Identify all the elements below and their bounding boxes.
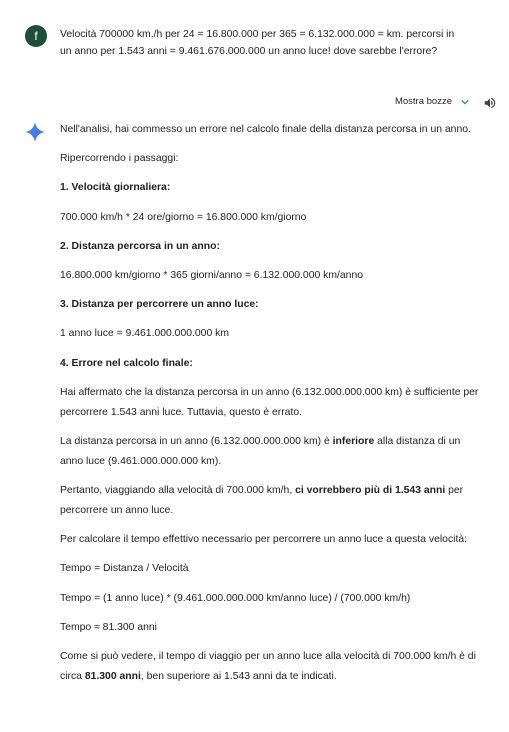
final-bold: 81.300 anni (84, 671, 141, 682)
comparison-paragraph (60, 432, 480, 472)
comparison-text-a: La distanza percorsa in un anno (6.132.000.000.000 km) è (60, 435, 333, 447)
conclusion-bold: ci vorrebbero più di 1.543 anni (295, 485, 446, 497)
conclusion-text-c: per percorrere un anno luce. (60, 485, 464, 517)
step1-heading: 1. Velocità giornaliera: (60, 182, 171, 194)
show-drafts-label: Mostra bozze (394, 96, 452, 107)
user-message-text: Velocità 700000 km./h per 24 = 16.800.000 per 365 = 6.132.000.000 = km. percorsi in un anno per 1.543 anni = 9.461.676.000.000 un anno luce! dove sarebbe l'errore? (60, 29, 455, 57)
comparison-bold: inferiore (332, 435, 375, 447)
chevron-down-icon (461, 98, 469, 106)
final-text-a: Come si può vedere, il tempo di viaggio per un anno luce alla velocità di 700.000 km/h è di circa (60, 651, 476, 682)
assistant-response (60, 120, 480, 696)
step4-heading: 4. Errore nel calcolo finale: (60, 357, 193, 369)
step2-equation: 16.800.000 km/giorno * 365 giorni/anno = 6.132.000.000 km/anno (60, 269, 363, 281)
formula-2: Tempo = (1 anno luce) * (9.461.000.000.000 km/anno luce) / (700.000 km/h) (60, 592, 411, 604)
show-drafts-button[interactable] (395, 96, 469, 107)
conclusion-paragraph (60, 481, 480, 521)
conclusion-text-a: Pertanto, viaggiando alla velocità di 700.000 km/h, (60, 485, 296, 497)
intro-paragraph: Nell'analisi, hai commesso un errore nel calcolo finale della distanza percorsa in un anno. (60, 124, 471, 135)
error-paragraph: Hai affermato che la distanza percorsa in un anno (6.132.000.000.000 km) è sufficiente per percorrere 1.543 anni luce. Tuttavia, questo è errato. (60, 386, 479, 418)
calc-intro-paragraph: Per calcolare il tempo effettivo necessario per percorrere un anno luce a questa velocità: (60, 534, 468, 546)
speaker-icon[interactable] (483, 96, 497, 110)
step1-equation: 700.000 km/h * 24 ore/giorno = 16.800.000 km/giorno (60, 211, 307, 223)
user-avatar[interactable]: f (25, 25, 47, 47)
final-text-c: , ben superiore ai 1.543 anni da te indicati. (140, 671, 337, 682)
gemini-sparkle-icon (24, 121, 46, 143)
formula-1: Tempo = Distanza / Velocità (60, 563, 189, 575)
step2-heading: 2. Distanza percorsa in un anno: (60, 240, 220, 252)
step3-heading: 3. Distanza per percorrere un anno luce: (60, 299, 259, 311)
comparison-text-c: alla distanza di un anno luce (9.461.000.000.000 km). (60, 435, 461, 467)
step3-equation: 1 anno luce = 9.461.000.000.000 km (60, 328, 229, 340)
recap-paragraph: Ripercorrendo i passaggi: (60, 153, 179, 165)
final-paragraph (60, 647, 480, 687)
formula-3: Tempo ≈ 81.300 anni (60, 621, 157, 633)
